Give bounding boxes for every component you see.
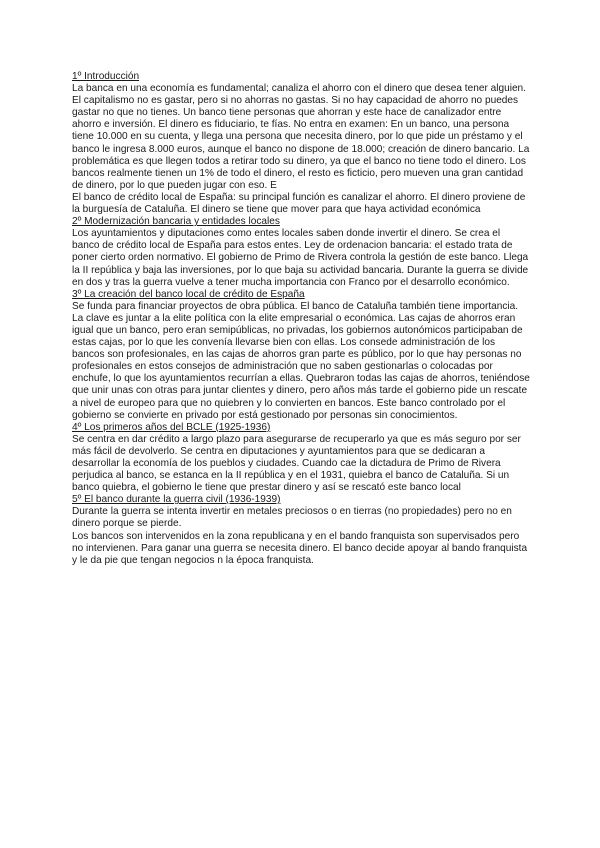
section-creacion-banco [72, 289, 530, 422]
paragraph: Se funda para financiar proyectos de obra pública. El banco de Cataluña también tiene importancia. La clave es juntar a la elite política con la elite empresarial o económica. Las cajas de ahorros eran igual que un banco, pero eran semipúblicas, no privadas, los gobiernos autonómicos participaban de estas cajas, por lo que les convenía llevarse bien con ellas. Los consede administración de los bancos son profesionales, en las cajas de ahorros gran parte es público, por lo que hay personas no profesionales en estos consejos de administración que no saben gestionarlas o colocadas por enchufe, lo que los ayuntamientos recurrían a ellas. Quebraron todas las cajas de ahorros, teniéndose que unir unas con otras para juntar clientes y dinero, pero años más tarde el gobierno pide un rescate a nivel de europeo para que no quiebren y lo convierten en bancos. Este banco controlado por el gobierno se convierte en privado por está gestionado por personas sin conocimientos. [72, 300, 530, 421]
paragraph: Los bancos son intervenidos en la zona republicana y en el bando franquista son supervisados pero no intervienen. Para ganar una guerra se necesita dinero. El banco decide apoyar al bando franquista y le da pie que tengan negocios n la época franquista. [72, 530, 528, 566]
section-guerra-civil [72, 494, 530, 567]
paragraph: Durante la guerra se intenta invertir en metales preciosos o en tierras (no propiedades) pero no en dinero porque se pierde. [72, 506, 512, 530]
paragraph: Se centra en dar crédito a largo plazo para asegurarse de recuperarlo ya que es más seguro por ser más fácil de devolverlo. Se centra en diputaciones y ayuntamientos para que se dedicaran a desarrollar la economía de los pueblos y ciudades. Cuando cae la dictadura de Primo de Rivera perjudica al banco, se estanca en la II república y en el 1931, quiebra el banco de Cataluña. Si un banco quiebra, el gobierno le tiene que prestar dinero y así se rescató este banco local [72, 433, 521, 494]
section-heading: 5º El banco durante la guerra civil (1936-1939) [72, 494, 281, 506]
section-modernizacion [72, 216, 530, 289]
paragraph: El banco de crédito local de España: su principal función es canalizar el ahorro. El dinero proviene de la burguesía de Cataluña. El dinero se tiene que mover para que haya actividad económica [72, 191, 526, 216]
section-heading: 4º Los primeros años del BCLE (1925-1936) [72, 421, 271, 433]
document-page [72, 71, 530, 567]
section-heading: 2º Modernización bancaria y entidades locales [72, 216, 280, 228]
section-primeros-anos [72, 422, 530, 495]
section-introduccion [72, 71, 530, 216]
paragraph: La banca en una economía es fundamental; canaliza el ahorro con el dinero que desea tener alguien. El capitalismo no es gastar, pero si no ahorras no gastas. Si no hay capacidad de ahorro no puedes gastar no que no tienes. Un banco tiene personas que ahorran y este hace de canalizador entre ahorro e inversión. El dinero es fiduciario, te fías. No entra en examen: En un banco, una persona tiene 10.000 en su cuenta, y llega una persona que necesita dinero, por lo que pide un préstamo y el banco le ingresa 8.000 euros, aunque el banco no dispone de 18.000; creación de dinero bancario. La problemática es que llegen todos a retirar todo su dinero, ya que el banco no tiene todo el dinero. Los bancos realmente tienen un 1% de todo el dinero, el resto es ficticio, pero mueven una gran cantidad de dinero, por lo que pueden jugar con eso. E [72, 83, 530, 191]
paragraph: Los ayuntamientos y diputaciones como entes locales saben donde invertir el dinero. Se crea el banco de crédito local de España para estos entes. Ley de ordenacion bancaria: el estado trata de poner cierto orden normativo. El gobierno de Primo de Rivera controla la gestión de este banco. Llega la II república y baja las inversiones, por lo que baja su actividad bancaria. Durante la guerra se divide en dos y tras la guerra vuelve a tener mucha importancia con Franco por el desarrollo económico. [72, 228, 529, 288]
section-heading: 3º La creación del banco local de crédito de España [72, 288, 305, 300]
section-heading: 1º Introducción [72, 71, 140, 82]
